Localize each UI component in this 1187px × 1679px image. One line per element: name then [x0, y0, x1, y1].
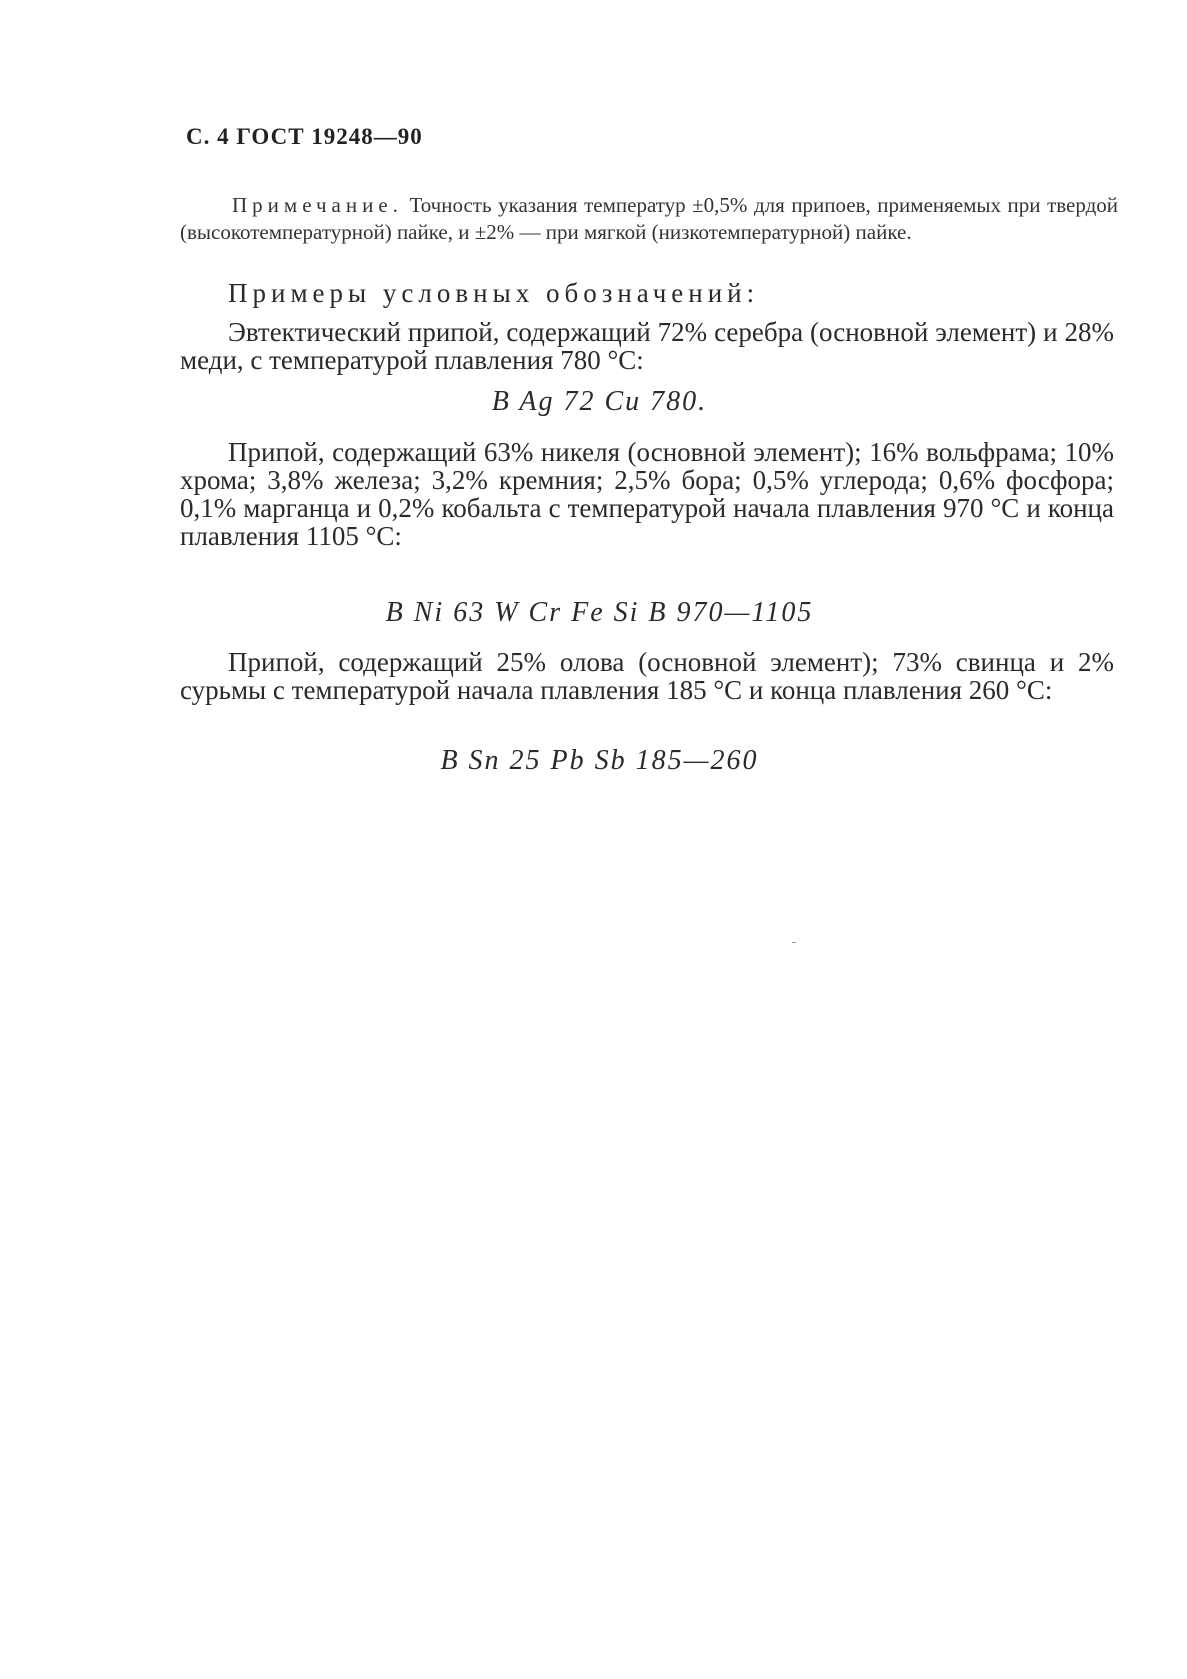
- page-header: С. 4 ГОСТ 19248—90: [186, 124, 423, 149]
- note-label: Примечание.: [232, 193, 403, 217]
- example-3-designation: B Sn 25 Pb Sb 185—260: [440, 745, 759, 776]
- example-1-designation: B Ag 72 Cu 780.: [491, 386, 708, 417]
- scan-speck: [792, 942, 796, 943]
- note-paragraph: [180, 192, 1118, 246]
- example-3-description: Припой, содержащий 25% олова (основной элемент); 73% свинца и 2% сурьмы с температурой начала плавления 185 °С и конца плавления 260 °С:: [180, 647, 1114, 705]
- note-text: Точность указания температур ±0,5% для припоев, применяемых при твердой (высокотемпературной) пайке, и ±2% — при мягкой (низкотемпературной) пайке.: [180, 193, 1118, 244]
- example-2-designation: B Ni 63 W Cr Fe Si B 970—1105: [385, 597, 814, 628]
- example-2-description: Припой, содержащий 63% никеля (основной элемент); 16% вольфрама; 10% хрома; 3,8% железа; 3,2% кремния; 2,5% бора; 0,5% углерода; 0,6% фосфора; 0,1% марганца и 0,2% кобальта с температурой начала плавления 970 °С и конца плавления 1105 °С:: [180, 437, 1114, 551]
- examples-heading: Примеры условных обозначений:: [228, 278, 760, 308]
- example-1-description: Эвтектический припой, содержащий 72% серебра (основной элемент) и 28% меди, с температурой плавления 780 °С:: [180, 317, 1114, 375]
